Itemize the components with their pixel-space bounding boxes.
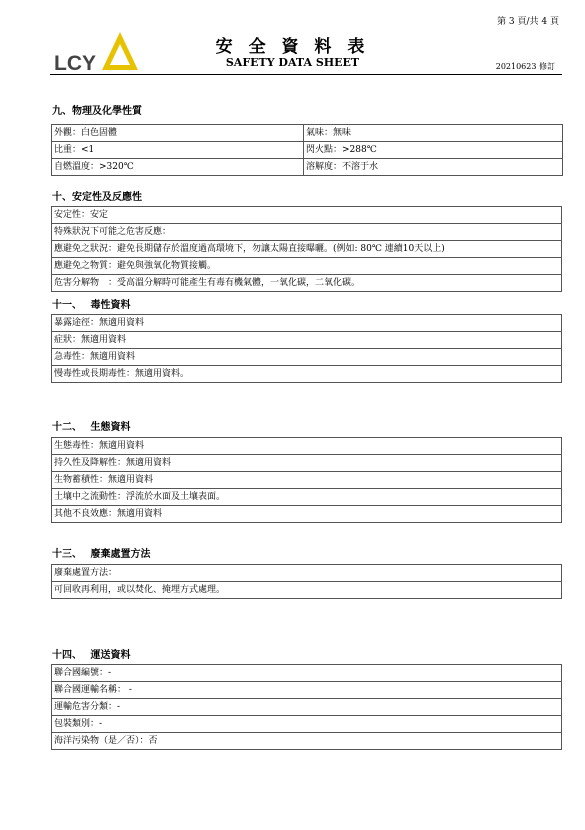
table-cell: 應避免之物質：避免與強氧化物質接觸。 bbox=[52, 258, 562, 275]
table-row bbox=[52, 224, 562, 241]
section-11-table bbox=[51, 314, 562, 383]
table-cell: 包裝類別：- bbox=[52, 716, 562, 733]
table-cell: 土壤中之流動性：浮流於水面及土壤表面。 bbox=[52, 489, 562, 506]
section-11-title: 十一、 毒性資料 bbox=[52, 300, 131, 311]
section-12-title: 十二、 生態資料 bbox=[52, 422, 131, 433]
table-row bbox=[52, 349, 562, 366]
table-cell: 危害分解物 ：受高溫分解時可能產生有毒有機氣體，一氧化碳，二氧化碳。 bbox=[52, 275, 562, 292]
table-row bbox=[52, 366, 562, 383]
section-14-title: 十四、 運送資料 bbox=[52, 650, 131, 661]
table-row bbox=[52, 207, 562, 224]
section-13-table bbox=[51, 564, 562, 599]
table-cell: 運輸危害分類：- bbox=[52, 699, 562, 716]
table-cell: 聯合國編號：- bbox=[52, 665, 562, 682]
table-cell: 持久性及降解性：無適用資料 bbox=[52, 455, 562, 472]
logo-text: LCY bbox=[54, 52, 96, 74]
revision-date: 20210623 修訂 bbox=[495, 62, 555, 71]
table-cell: 暴露途徑：無適用資料 bbox=[52, 315, 562, 332]
table-row bbox=[52, 472, 562, 489]
header-divider bbox=[50, 74, 562, 75]
table-row bbox=[52, 241, 562, 258]
table-cell: 特殊狀況下可能之危害反應： bbox=[52, 224, 562, 241]
table-cell: 廢棄處置方法： bbox=[52, 565, 562, 582]
section-9-title: 九、物理及化學性質 bbox=[52, 106, 142, 117]
table-row bbox=[52, 733, 562, 750]
table-cell: 比重：<1 bbox=[52, 142, 304, 159]
table-row bbox=[52, 332, 562, 349]
table-cell: 安定性：安定 bbox=[52, 207, 562, 224]
table-row bbox=[52, 275, 562, 292]
table-row bbox=[52, 125, 563, 142]
table-row bbox=[52, 582, 562, 599]
section-10-table bbox=[51, 206, 562, 292]
table-cell: 自燃溫度：>320℃ bbox=[52, 159, 304, 176]
table-cell: 氣味：無味 bbox=[304, 125, 563, 142]
table-row bbox=[52, 699, 562, 716]
document-title-chinese: 安 全 資 料 表 bbox=[215, 37, 370, 57]
page-number: 第 3 頁/共 4 頁 bbox=[497, 17, 559, 27]
table-row bbox=[52, 682, 562, 699]
table-row bbox=[52, 565, 562, 582]
section-10-title: 十、安定性及反應性 bbox=[52, 192, 142, 203]
table-cell: 症狀：無適用資料 bbox=[52, 332, 562, 349]
table-row bbox=[52, 489, 562, 506]
table-cell: 生物蓄積性：無適用資料 bbox=[52, 472, 562, 489]
table-cell: 其他不良效應：無適用資料 bbox=[52, 506, 562, 523]
table-row bbox=[52, 438, 562, 455]
section-12-table bbox=[51, 437, 562, 523]
document-title-english: SAFETY DATA SHEET bbox=[225, 56, 360, 69]
table-cell: 可回收再利用，或以焚化、掩埋方式處理。 bbox=[52, 582, 562, 599]
table-row bbox=[52, 716, 562, 733]
table-cell: 閃火點：>288℃ bbox=[304, 142, 563, 159]
table-row bbox=[52, 455, 562, 472]
table-row bbox=[52, 258, 562, 275]
section-9-table bbox=[51, 124, 563, 176]
section-13-title: 十三、 廢棄處置方法 bbox=[52, 549, 151, 560]
table-cell: 聯合國運輸名稱： - bbox=[52, 682, 562, 699]
table-cell: 生態毒性：無適用資料 bbox=[52, 438, 562, 455]
table-row bbox=[52, 315, 562, 332]
table-row bbox=[52, 142, 563, 159]
table-row bbox=[52, 159, 563, 176]
table-row bbox=[52, 506, 562, 523]
table-cell: 溶解度：不溶于水 bbox=[304, 159, 563, 176]
table-cell: 海洋污染物（是／否）：否 bbox=[52, 733, 562, 750]
table-cell: 慢毒性或長期毒性：無適用資料。 bbox=[52, 366, 562, 383]
table-cell: 外觀：白色固體 bbox=[52, 125, 304, 142]
table-cell: 急毒性：無適用資料 bbox=[52, 349, 562, 366]
table-cell: 應避免之狀況：避免長期儲存於溫度過高環境下，勿讓太陽直接曝曬。(例如: 80℃ 連續10天以上) bbox=[52, 241, 562, 258]
section-14-table bbox=[51, 664, 562, 750]
table-row bbox=[52, 665, 562, 682]
